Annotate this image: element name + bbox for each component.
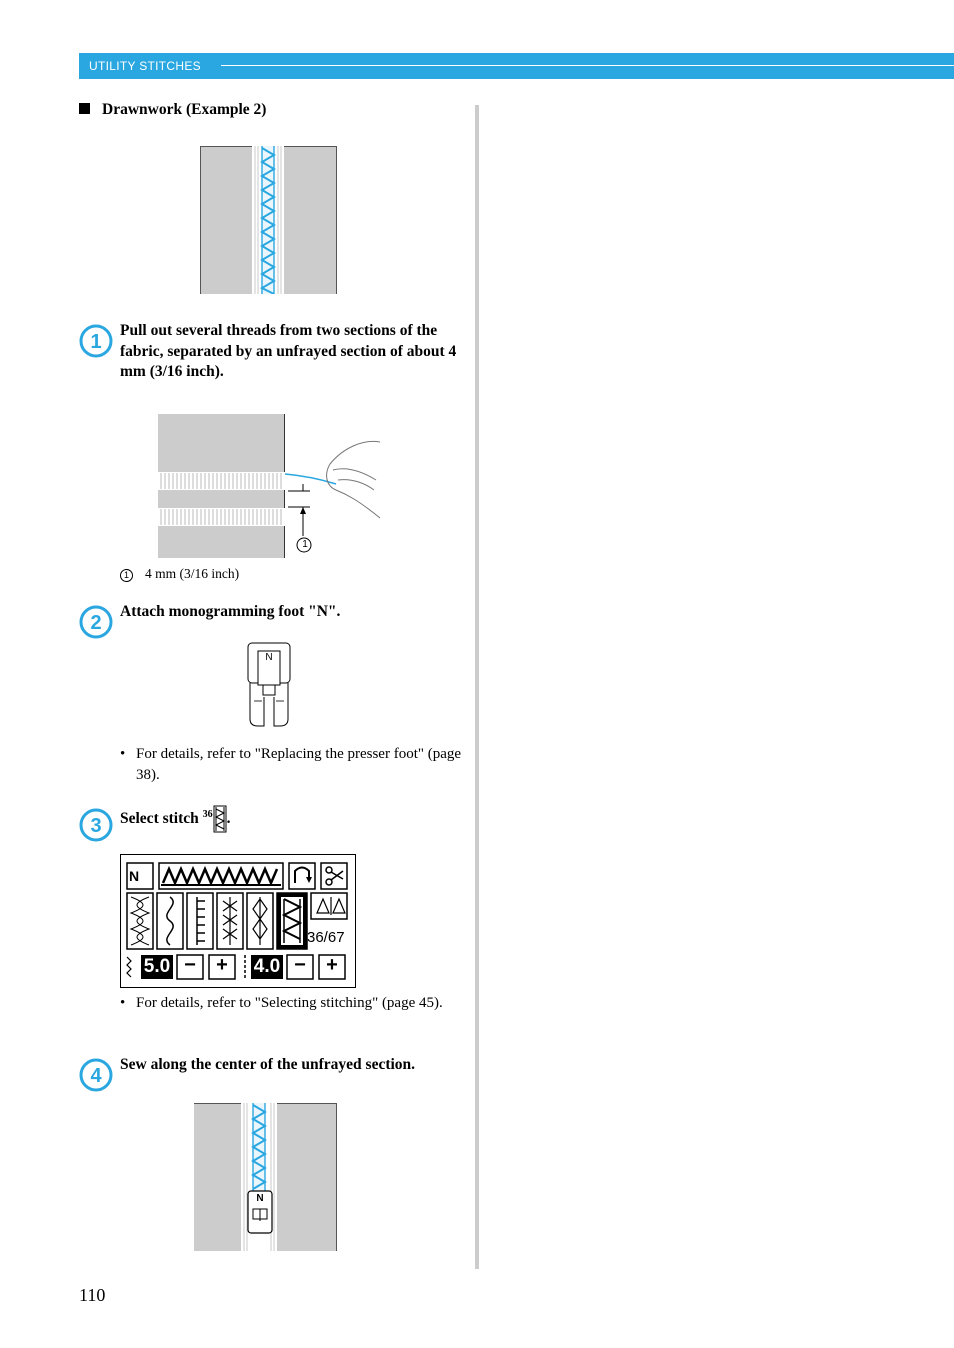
width-plus-button[interactable]: + — [216, 954, 228, 976]
step-2-icon — [79, 605, 113, 639]
pulled-threads-figure — [158, 414, 383, 560]
sewing-figure — [194, 1103, 337, 1251]
note-text: For details, refer to "Selecting stitching" (page 45). — [136, 995, 443, 1011]
note-replacing-presser-foot — [120, 744, 465, 785]
width-minus-button[interactable]: − — [184, 954, 196, 976]
presser-foot-letter: N — [265, 652, 273, 663]
length-minus-button[interactable]: − — [294, 954, 306, 976]
lcd-foot-label: N — [129, 868, 140, 884]
chapter-header-bar — [79, 53, 954, 79]
note-selecting-stitching — [120, 993, 465, 1014]
step-1-text: Pull out several threads from two sections of the fabric, separated by an unfrayed section of about 4 mm (3/16 inch). — [120, 322, 457, 380]
svg-text:4: 4 — [90, 1065, 102, 1087]
step-2-text: Attach monogramming foot "N". — [120, 603, 341, 620]
svg-text:1: 1 — [90, 331, 102, 353]
figure-caption — [120, 566, 239, 582]
bullet-square-icon — [79, 103, 90, 114]
lcd-pattern-counter: 36/67 — [307, 929, 345, 946]
step-3-text — [120, 805, 465, 833]
caption-marker: 1 — [120, 569, 133, 582]
svg-text:3: 3 — [90, 815, 102, 837]
step-1-icon — [79, 324, 113, 358]
bullet-dot: • — [120, 995, 126, 1011]
header-rule — [221, 65, 954, 66]
lcd-stitch-width: 5.0 — [143, 956, 171, 977]
length-plus-button[interactable]: + — [326, 954, 338, 976]
step-4-icon — [79, 1058, 113, 1092]
bullet-dot: • — [120, 746, 126, 762]
note-text: For details, refer to "Replacing the presser foot" (page 38). — [136, 746, 462, 783]
step-3-icon — [79, 808, 113, 842]
caption-text: 4 mm (3/16 inch) — [145, 566, 240, 581]
stitch-number: 36 — [202, 809, 213, 820]
step-3-prefix: Select stitch — [120, 810, 203, 828]
step-3-suffix: . — [226, 810, 231, 828]
lcd-screen — [120, 854, 356, 988]
svg-text:2: 2 — [90, 612, 102, 634]
chapter-label: UTILITY STITCHES — [89, 59, 201, 73]
section-title — [79, 101, 266, 119]
sewing-foot-letter: N — [256, 1193, 264, 1204]
column-divider — [475, 105, 479, 1269]
lcd-stitch-length: 4.0 — [253, 956, 281, 977]
section-title-text: Drawnwork (Example 2) — [102, 101, 267, 118]
page-number: 110 — [79, 1285, 106, 1305]
step-4-text: Sew along the center of the unfrayed section. — [120, 1056, 416, 1073]
stitch-36-icon — [213, 805, 227, 833]
drawnwork-example-figure — [200, 146, 337, 294]
callout-marker: 1 — [302, 539, 308, 550]
